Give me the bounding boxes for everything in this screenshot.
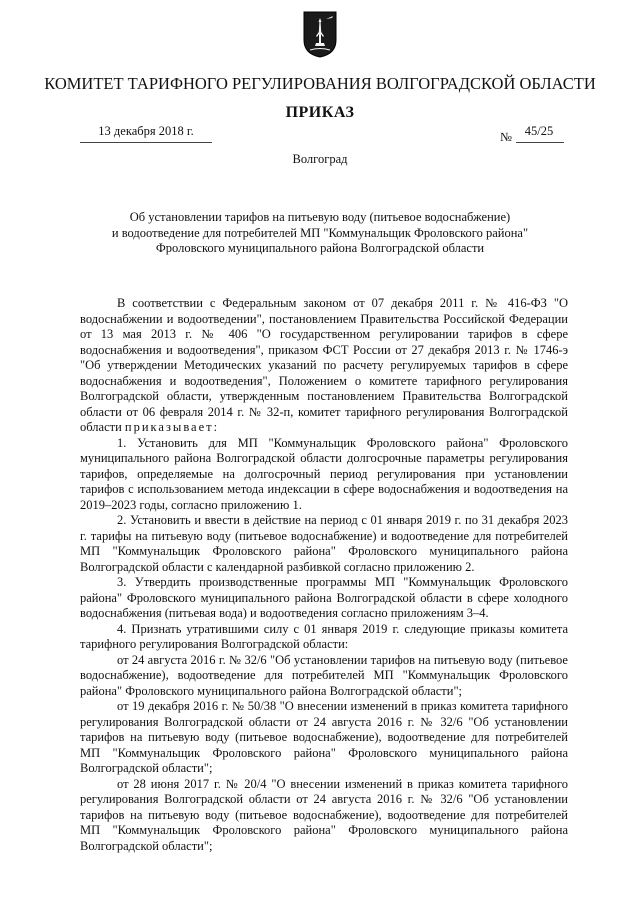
repealed-order-2: от 19 декабря 2016 г. № 50/38 "О внесении изменений в приказ комитета тарифного регулирования Волгоградской области от 24 августа 2016 г. № 32/6 "Об установлении тарифов на питьевую воду (питьевое водоснабжение), водоотведение для потребителей МП "Коммунальщик Фроловского района" Фроловского муниципального района Волгоградской области"; <box>80 699 568 775</box>
order-number: 45/25 <box>524 124 554 138</box>
order-subject <box>80 210 560 257</box>
item-1: 1. Установить для МП "Коммунальщик Фроловского района" Фроловского муниципального района Волгоградской области долгосрочные параметры регулирования тарифов, определяемые на долгосрочный период регулирования при установлении тарифов с использованием метода индексации в сфере водоснабжения и водоотведения на 2019–2023 годы, согласно приложению 1. <box>80 435 568 512</box>
volgograd-coat-of-arms-icon <box>302 10 338 58</box>
number-sign: № <box>500 130 512 144</box>
preamble-text: В соответствии с Федеральным законом от 07 декабря 2011 г. № 416-ФЗ "О водоснабжении и водоотведении", постановлением Правительства Российской Федерации от 13 мая 2013 г. № 406 "О государственном регулировании тарифов в сфере водоснабжения и водоотведения", приказом ФСТ России от 27 декабря 2013 г. № 1746-э "Об утверждении Методических указаний по расчету регулируемых тарифов в сфере водоснабжения и водоотведения", Положением о комитете тарифного регулирования Волгоградской области, утвержденным постановлением Правительства Волгоградской области от 06 февраля 2014 г. № 32-п, комитет тарифного регулирования Волгоградской области <box>80 296 568 434</box>
item-4: 4. Признать утратившими силу с 01 января 2019 г. следующие приказы комитета тарифного регулирования Волгоградской области: <box>80 621 568 651</box>
preamble-paragraph <box>80 296 568 436</box>
subject-line: Фроловского муниципального района Волгоградской области <box>155 241 485 255</box>
subject-line: Об установлении тарифов на питьевую воду (питьевое водоснабжение) <box>129 210 511 224</box>
order-body <box>80 296 568 854</box>
item-2: 2. Установить и ввести в действие на период с 01 января 2019 г. по 31 декабря 2023 г. тарифы на питьевую воду (питьевое водоснабжение) и водоотведение для потребителей МП "Коммунальщик Фроловского района" Фроловского муниципального района Волгоградской области с календарной разбивкой согласно приложению 2. <box>80 513 568 574</box>
subject-line: и водоотведение для потребителей МП "Коммунальщик Фроловского района" <box>111 225 529 240</box>
repealed-order-1: от 24 августа 2016 г. № 32/6 "Об установлении тарифов на питьевую воду (питьевое водоснабжение), водоотведение для потребителей МП "Коммунальщик Фроловского района" Фроловского муниципального района Волгоградской области"; <box>80 652 568 698</box>
date-underline <box>80 142 212 143</box>
order-date: 13 декабря 2018 г. <box>98 124 194 138</box>
city: Волгоград <box>292 152 348 166</box>
orders-word: приказывает: <box>124 420 220 434</box>
committee-name: КОМИТЕТ ТАРИФНОГО РЕГУЛИРОВАНИЯ ВОЛГОГРАДСКОЙ ОБЛАСТИ <box>44 74 596 93</box>
item-3: 3. Утвердить производственные программы МП "Коммунальщик Фроловского района" Фроловского муниципального района Волгоградской области в сфере холодного водоснабжения (питьевая вода) и водоотведения согласно приложениям 3–4. <box>80 575 568 620</box>
repealed-order-3: от 28 июня 2017 г. № 20/4 "О внесении изменений в приказ комитета тарифного регулирования Волгоградской области от 24 августа 2016 г. № 32/6 "Об установлении тарифов на питьевую воду (питьевое водоснабжение), водоотведение для потребителей МП "Коммунальщик Фроловского района" Фроловского муниципального района Волгоградской области"; <box>80 776 568 853</box>
number-underline <box>516 142 564 143</box>
document-type-title: ПРИКАЗ <box>285 104 355 121</box>
